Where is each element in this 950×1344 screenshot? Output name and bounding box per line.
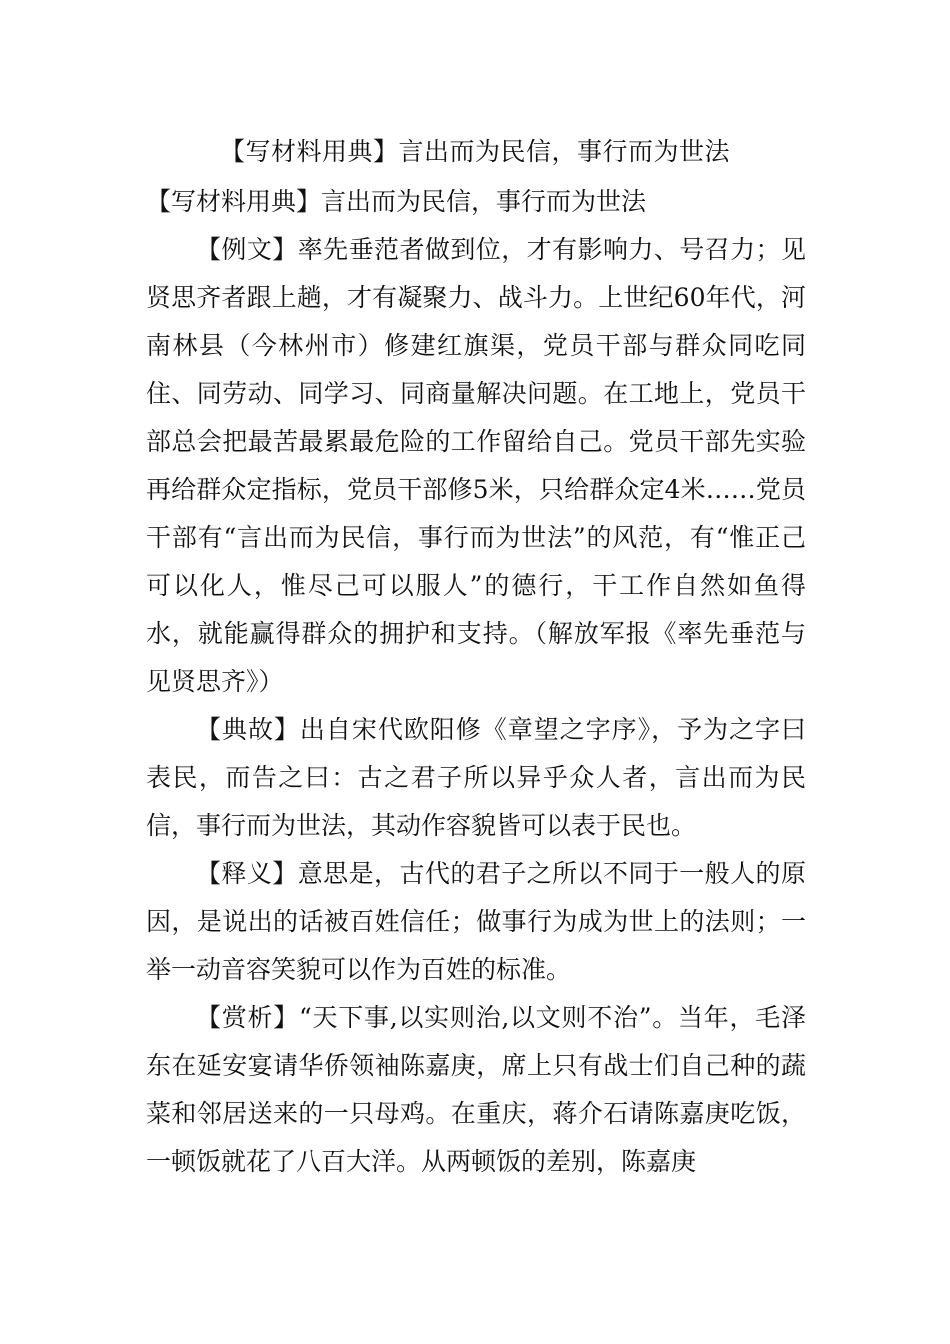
paragraph-meaning: 【释义】意思是，古代的君子之所以不同于一般人的原因，是说出的话被百姓信任；做事行为成为世上的法则；一举一动音容笑貌可以作为百姓的标准。	[146, 859, 806, 984]
paragraph-example: 【例文】率先垂范者做到位，才有影响力、号召力；见贤思齐者跟上趟，才有凝聚力、战斗力。上世纪60年代，河南林县（今林州市）修建红旗渠，党员干部与群众同吃同住、同劳动、同学习、同商量解决问题。在工地上，党员干部总会把最苦最累最危险的工作留给自己。党员干部先实验再给群众定指标，党员干部修5米，只给群众定4米……党员干部有“言出而为民信，事行而为世法”的风范，有“惟正己可以化人，惟尽己可以服人”的德行，干工作自然如鱼得水，就能赢得群众的拥护和支持。（解放军报《率先垂范与见贤思齐》）	[146, 235, 806, 696]
paragraph-appreciation: 【赏析】“天下事,以实则治,以文则不治”。当年，毛泽东在延安宴请华侨领袖陈嘉庚，席上只有战士们自己种的蔬菜和邻居送来的一只母鸡。在重庆，蒋介石请陈嘉庚吃饭，一顿饭就花了八百大洋。从两顿饭的差别，陈嘉庚	[146, 1003, 806, 1176]
document-body	[146, 178, 806, 1186]
paragraph-allusion: 【典故】出自宋代欧阳修《章望之字序》，予为之字曰表民，而告之曰：古之君子所以异乎众人者，言出而为民信，事行而为世法，其动作容貌皆可以表于民也。	[146, 715, 806, 840]
document-title: 【写材料用典】言出而为民信，事行而为世法	[219, 137, 730, 166]
document-subtitle: 【写材料用典】言出而为民信，事行而为世法	[146, 187, 647, 216]
